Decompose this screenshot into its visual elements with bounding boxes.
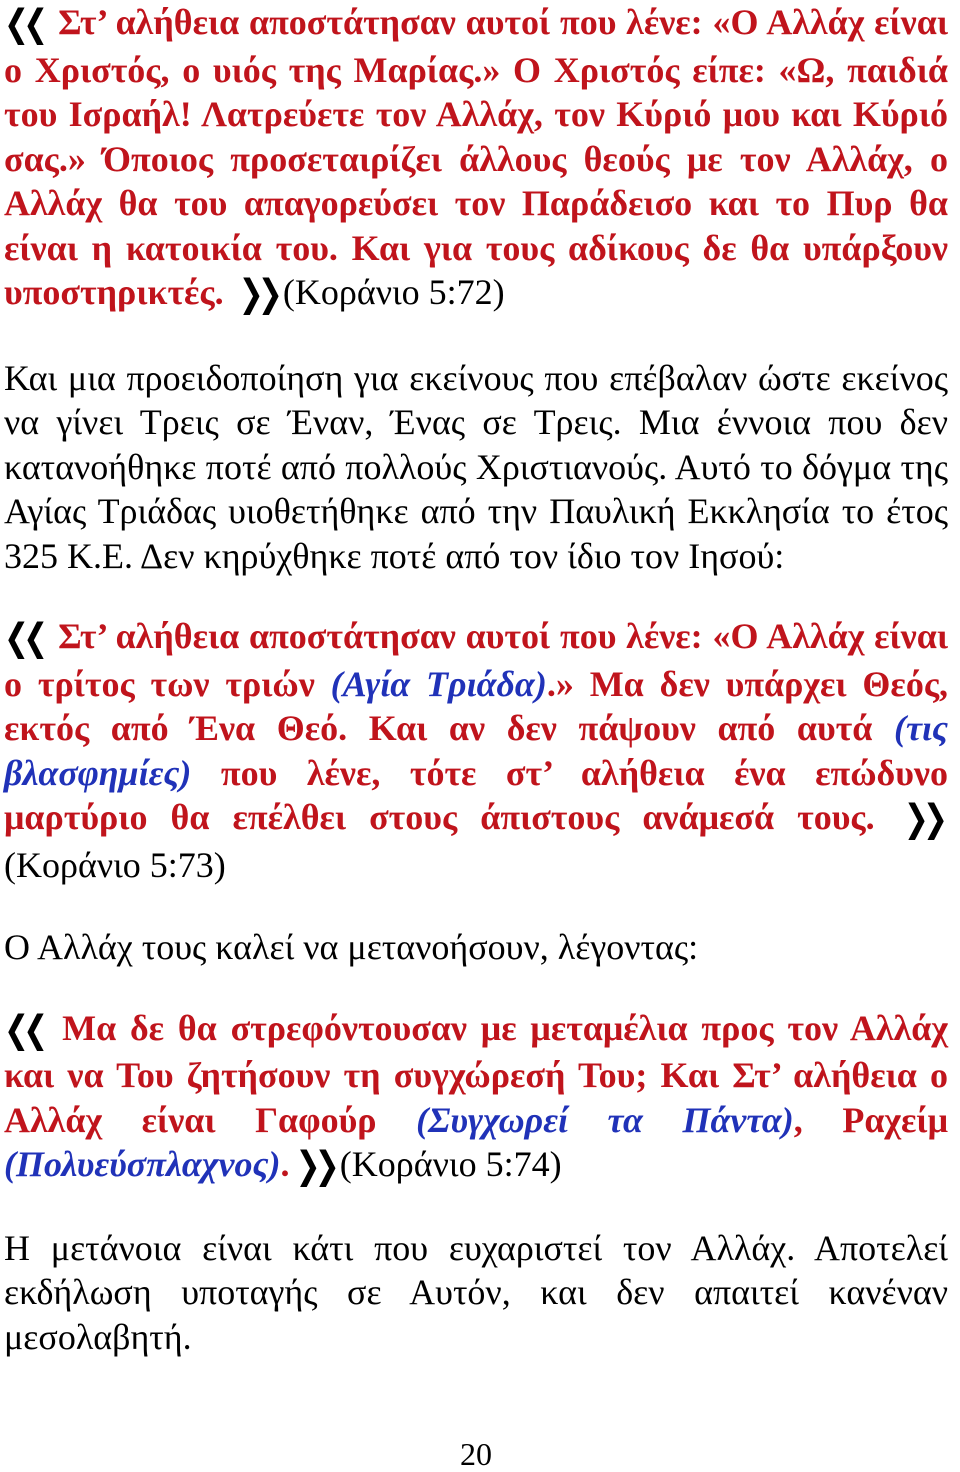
verse-reference: (Κοράνιο 5:73) xyxy=(4,844,226,885)
ornate-close-bracket-icon: ❯❯ xyxy=(903,797,942,842)
ornate-open-bracket-icon: ❮❮ xyxy=(4,616,43,661)
document-page xyxy=(4,0,948,1359)
verse-text: που λένε, τότε στ’ αλήθεια ένα επώδυνο μαρτύριο θα επέλθει στους άπιστους ανάμεσά τους. xyxy=(4,752,949,837)
verse-text: Μα δε θα στρεφόντουσαν με μεταμέλια προς τον Αλλάχ και να Του ζητήσουν τη συγχώρεσή Του; Και Στ’ αλήθεια ο Αλλάχ είναι Γαφούρ xyxy=(4,1007,949,1140)
verse-reference: (Κοράνιο 5:72) xyxy=(282,272,505,312)
body-paragraph-trinity: Και μια προειδοποίηση για εκείνους που επέβαλαν ώστε εκείνος να γίνει Τρεις σε Έναν, Ένας σε Τρεις. Μια έννοια που δεν κατανοήθηκε ποτέ από πολλούς Χριστιανούς. Αυτό το δόγμα της Αγίας Τριάδας υιοθετήθηκε από την Παυλική Εκκλησία το έτος 325 Κ.Ε. Δεν κηρύχθηκε ποτέ από τον ίδιο τον Ιησού: xyxy=(4,357,948,576)
quran-verse-5-73 xyxy=(4,614,948,887)
body-paragraph-final: Η μετάνοια είναι κάτι που ευχαριστεί τον Αλλάχ. Αποτελεί εκδήλωση υποταγής σε Αυτόν, και δεν απαιτεί κανέναν μεσολαβητή. xyxy=(4,1227,948,1357)
verse-text: . xyxy=(280,1144,290,1184)
page-number: 20 xyxy=(460,1436,492,1472)
ornate-close-bracket-icon: ❯❯ xyxy=(295,1144,334,1189)
body-paragraph-repent: Ο Αλλάχ τους καλεί να μετανοήσουν, λέγοντας: xyxy=(4,927,699,967)
verse-text: Στ’ αλήθεια αποστάτησαν αυτοί που λένε: «Ο Αλλάχ είναι ο Χριστός, ο υιός της Μαρίας.» Ο Χριστός είπε: «Ω, παιδιά του Ισραήλ! Λατρεύετε τον Αλλάχ, τον Κύριό μου και Κύριό σας.» Όποιος προσεταιρίζει άλλους θεούς με τον Αλλάχ, ο Αλλάχ θα του απαγορεύσει τον Παράδεισο και το Πυρ θα είναι η κατοικία του. Και για τους αδίκους δε θα υπάρξουν υποστηρικτές. xyxy=(4,2,948,312)
ornate-open-bracket-icon: ❮❮ xyxy=(4,2,43,47)
verse-explanation: (τις βλασφημίες) xyxy=(4,708,949,793)
verse-text: , Ραχείμ xyxy=(793,1099,948,1140)
verse-explanation: (Πολυεύσπλαχνος) xyxy=(4,1144,281,1184)
verse-explanation: (Συγχωρεί τα Πάντα) xyxy=(416,1099,794,1140)
quran-verse-5-74 xyxy=(4,1006,948,1190)
verse-text: .» Μα δεν υπάρχει Θεός, εκτός από Ένα Θεό. Και αν δεν πάψουν από αυτά xyxy=(4,663,949,748)
ornate-close-bracket-icon: ❯❯ xyxy=(238,272,277,317)
quran-verse-5-72 xyxy=(4,0,948,318)
verse-reference: (Κοράνιο 5:74) xyxy=(339,1144,562,1184)
verse-explanation: (Αγία Τριάδα) xyxy=(330,663,547,704)
ornate-open-bracket-icon: ❮❮ xyxy=(4,1007,43,1052)
verse-text: Στ’ αλήθεια αποστάτησαν αυτοί που λένε: «Ο Αλλάχ είναι ο τρίτος των τριών xyxy=(4,616,948,704)
